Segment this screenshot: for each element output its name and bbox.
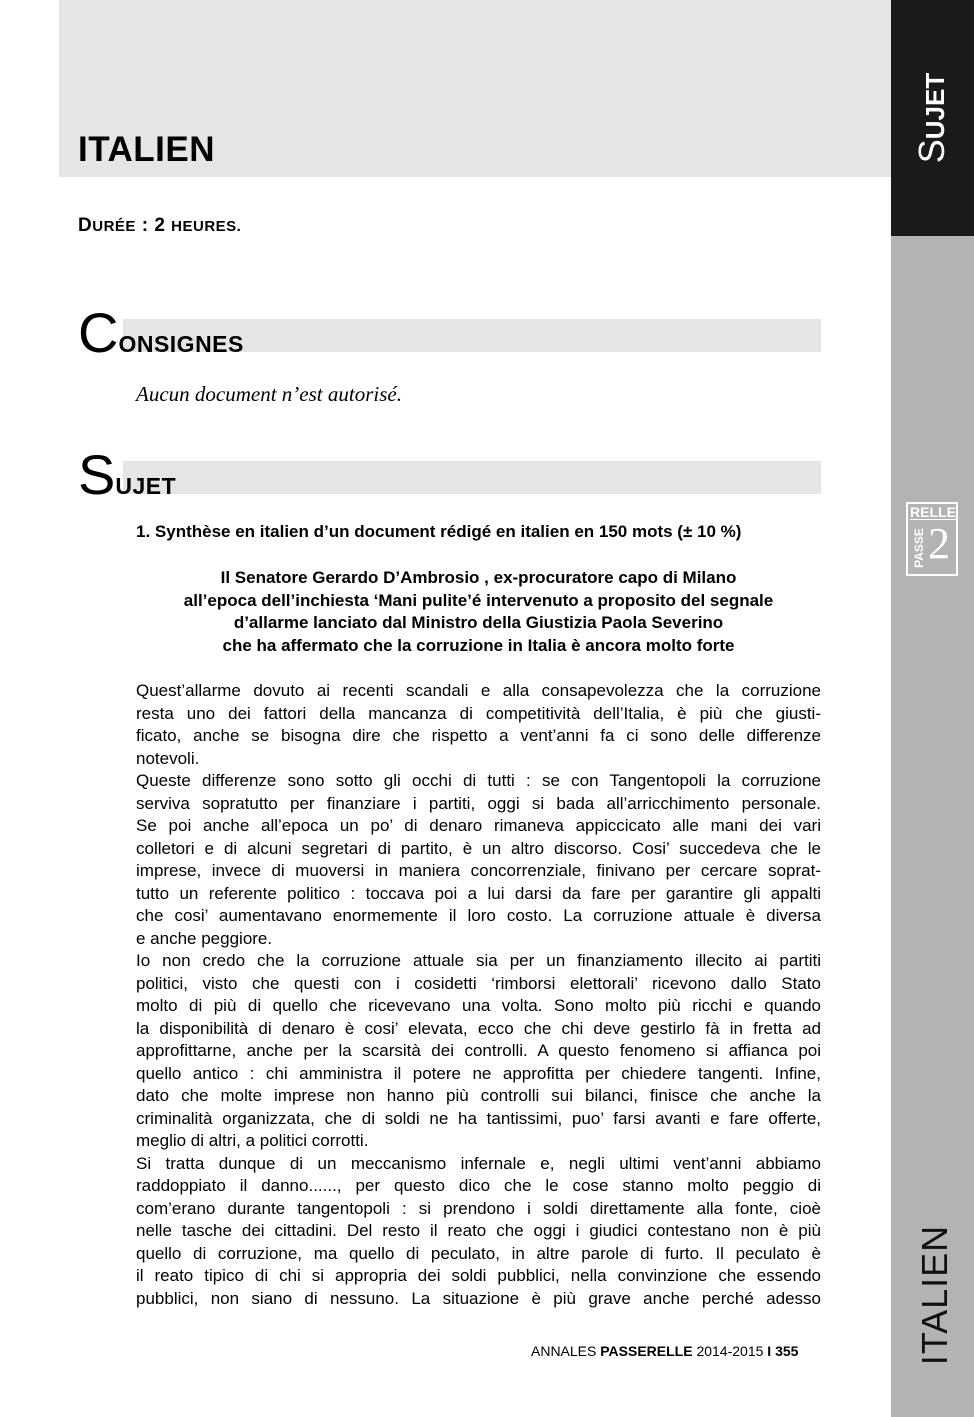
footer-separator: I <box>767 1343 772 1359</box>
page-title: ITALIEN <box>78 130 216 169</box>
body-line: colletori e di alcuni segretari di partito, è un altro discorso. Cosi’ succedeva che le <box>136 838 821 858</box>
body-line: com’erano durante tangentopoli : si prendono i soldi direttamente alla fonte, cioè <box>136 1198 821 1218</box>
duration-label-cap: D <box>78 215 93 236</box>
body-line: resta uno dei fattori della mancanza di competitività dell’Italia, è più che giusti- <box>136 703 821 723</box>
body-line: la disponibilità di denaro è cosi’ elevata, ecco che chi deve gestirlo fà in fretta ad <box>136 1018 821 1038</box>
passerelle-logo <box>906 502 958 576</box>
sidebar-tab-label <box>911 73 953 163</box>
body-line: che cosi’ aumentavano enormemente il loro costo. La corruzione attuale è diversa <box>136 906 821 925</box>
body-line: quello antico : chi amministra il potere ne approfitta per chiedere tangenti. Infine, <box>136 1063 821 1083</box>
duration-value: 2 <box>154 215 166 236</box>
duration-sep: : <box>135 215 155 236</box>
body-line: quello di corruzione, ma quello di peculato, in altre parole di furto. Il peculato è <box>136 1243 821 1263</box>
footer-prefix: ANNALES <box>531 1343 601 1359</box>
body-line: meglio di altri, a politici corrotti. <box>136 1131 369 1150</box>
footer-years: 2014-2015 <box>692 1343 768 1359</box>
page-number: 355 <box>771 1343 799 1359</box>
body-line: serviva sopratutto per finanziare i partiti, oggi si bada all’arricchimento personale. <box>136 793 821 813</box>
sujet-heading-rest: UJET <box>115 473 177 499</box>
intro-line: che ha affermato che la corruzione in Italia è ancora molto forte <box>222 635 735 655</box>
sidebar-tab-initial: S <box>911 139 952 164</box>
footer-brand: PASSERELLE <box>600 1343 693 1359</box>
sujet-heading <box>78 443 177 506</box>
consignes-heading-initial: C <box>78 301 119 364</box>
body-line: Si tratta dunque di un meccanismo infernale e, negli ultimi vent’anni abbiamo <box>136 1153 821 1173</box>
body-line: dato che molte imprese non hanno più controlli sui bilanci, finisce che anche la <box>136 1086 821 1105</box>
body-line: tutto un referente politico : toccava poi a lui darsi da fare per garantire gli appalti <box>136 883 821 903</box>
sujet-heading-band <box>123 461 821 494</box>
body-line: Queste differenze sono sotto gli occhi di tutti : se con Tangentopoli la corruzione <box>136 771 821 790</box>
sidebar-tab <box>891 0 974 236</box>
question-1: 1. Synthèse en italien d’un document rédigé en italien en 150 mots (± 10 %) <box>136 522 742 541</box>
body-line: imprese, invece di muoversi in maniera concorrenziale, finivano per cercare soprat- <box>136 861 821 880</box>
body-line: Se poi anche all’epoca un po’ di denaro rimaneva appiccicato alle mani dei vari <box>136 816 821 835</box>
intro-line: Il Senatore Gerardo D’Ambrosio , ex-procuratore capo di Milano <box>220 568 737 587</box>
body-line: notevoli. <box>136 748 200 768</box>
body-line: il reato tipico di chi si appropria dei soldi pubblici, nella convinzione che essendo <box>136 1266 821 1285</box>
body-line: approfittarne, anche per la scarsità dei controlli. A questo fenomeno si affianca poi <box>136 1041 821 1060</box>
sidebar <box>891 0 974 1417</box>
page-footer <box>531 1343 798 1359</box>
sujet-heading-initial: S <box>78 443 116 506</box>
body-line: criminalità organizzata, che di soldi ne ha tantissimi, puo’ farsi avanti e fare offerte, <box>136 1108 821 1128</box>
sidebar-subject-label: ITALIEN <box>914 1224 955 1366</box>
body-line: molto di più di quello che ricevevano una volta. Sono molto più ricchi e quando <box>136 996 821 1015</box>
intro-line: d’allarme lanciato dal Ministro della Giustizia Paola Severino <box>233 613 724 632</box>
body-line: politici, visto che questi con i cosidetti ‘rimborsi elettorali’ ricevono dallo Stato <box>136 973 821 993</box>
body-line: pubblici, non siano di nessuno. La situazione è più grave anche perché adesso <box>136 1288 821 1308</box>
logo-number: 2 <box>928 519 950 568</box>
document-body <box>136 680 821 1310</box>
logo-top-text: RELLE <box>910 504 956 520</box>
sidebar-tab-rest: UJET <box>920 72 950 140</box>
body-line: Io non credo che la corruzione attuale sia per un finanziamento illecito ai partiti <box>136 951 821 970</box>
duration <box>78 215 241 237</box>
document-intro <box>136 567 821 657</box>
consignes-heading <box>78 301 244 364</box>
body-line: raddoppiato il danno......, per questo dico che le cose stanno molto peggio di <box>136 1176 821 1195</box>
logo-side-text: PASSE <box>911 528 926 568</box>
body-line: nelle tasche dei cittadini. Del resto il reato che oggi i giudici contestano non è più <box>136 1221 821 1240</box>
duration-label-rest: URÉE <box>92 218 136 235</box>
body-line: Quest’allarme dovuto ai recenti scandali e alla consapevolezza che la corruzione <box>136 681 821 700</box>
body-line: ficato, anche se bisogna dire che rispetto a vent’anni fa ci sono delle differenze <box>136 726 821 745</box>
intro-line: all’epoca dell’inchiesta ‘Mani pulite’é intervenuto a proposito del segnale <box>183 590 774 610</box>
consignes-heading-rest: ONSIGNES <box>118 331 244 357</box>
consignes-text: Aucun document n’est autorisé. <box>136 382 402 406</box>
body-line: e anche peggiore. <box>136 928 273 948</box>
duration-unit: HEURES. <box>171 218 242 235</box>
